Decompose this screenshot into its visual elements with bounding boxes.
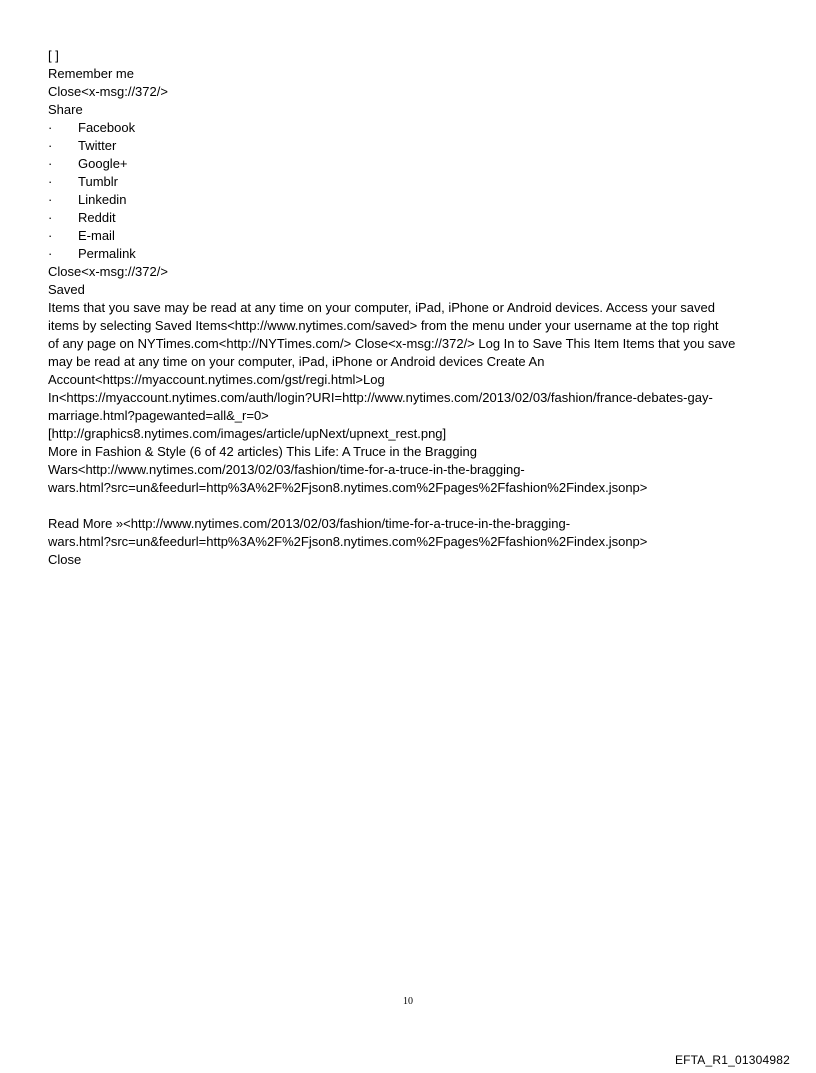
share-item-label: Tumblr	[78, 174, 118, 189]
bullet-icon: ·	[48, 120, 53, 135]
close-final-text: Close	[48, 552, 82, 567]
saved-paragraph	[48, 299, 774, 425]
close-link-text: Close<x-msg://372/>	[48, 264, 168, 279]
read-more-line: Read More »<http://www.nytimes.com/2013/02/03/fashion/time-for-a-truce-in-the-bragging-	[48, 516, 571, 531]
saved-paragraph-line: In<https://myaccount.nytimes.com/auth/login?URI=http://www.nytimes.com/2013/02/03/fashion/france-debates-gay-	[48, 390, 713, 405]
share-item-label: Reddit	[78, 210, 116, 225]
bullet-icon: ·	[48, 138, 53, 153]
read-more-line: wars.html?src=un&feedurl=http%3A%2F%2Fjson8.nytimes.com%2Fpages%2Ffashion%2Findex.jsonp>	[48, 534, 648, 549]
bullet-icon: ·	[48, 246, 53, 261]
saved-paragraph-line: marriage.html?pagewanted=all&_r=0>	[48, 408, 269, 423]
saved-paragraph-line: Items that you save may be read at any time on your computer, iPad, iPhone or Android devices. Access your saved	[48, 300, 715, 315]
share-item-twitter	[48, 137, 774, 155]
share-item-label: Permalink	[78, 246, 136, 261]
share-item-facebook	[48, 119, 774, 137]
share-item-reddit	[48, 209, 774, 227]
checkbox-bracket-text: [ ]	[48, 48, 59, 63]
close-link-text: Close<x-msg://372/>	[48, 84, 168, 99]
share-item-permalink	[48, 245, 774, 263]
read-more-section	[48, 515, 774, 551]
share-item-label: E-mail	[78, 228, 115, 243]
more-in-line: More in Fashion & Style (6 of 42 articles) This Life: A Truce in the Bragging	[48, 444, 477, 459]
remember-me-text: Remember me	[48, 66, 134, 81]
page-number: 10	[403, 996, 413, 1007]
saved-paragraph-line: Account<https://myaccount.nytimes.com/gst/regi.html>Log	[48, 372, 385, 387]
bullet-icon: ·	[48, 192, 53, 207]
more-in-section	[48, 443, 774, 497]
share-item-google-plus	[48, 155, 774, 173]
bullet-icon: ·	[48, 228, 53, 243]
share-item-tumblr	[48, 173, 774, 191]
document-id: EFTA_R1_01304982	[674, 1053, 790, 1067]
share-item-linkedin	[48, 191, 774, 209]
more-in-line: Wars<http://www.nytimes.com/2013/02/03/fashion/time-for-a-truce-in-the-bragging-	[48, 462, 525, 477]
bullet-icon: ·	[48, 174, 53, 189]
document-body	[48, 47, 774, 569]
more-in-line: wars.html?src=un&feedurl=http%3A%2F%2Fjson8.nytimes.com%2Fpages%2Ffashion%2Findex.jsonp>	[48, 480, 648, 495]
share-item-label: Linkedin	[78, 192, 127, 207]
share-list	[48, 119, 774, 263]
saved-heading: Saved	[48, 282, 85, 297]
blank-line	[48, 497, 774, 515]
share-item-email	[48, 227, 774, 245]
image-reference-text: [http://graphics8.nytimes.com/images/article/upNext/upnext_rest.png]	[48, 426, 447, 441]
share-heading: Share	[48, 102, 83, 117]
saved-paragraph-line: items by selecting Saved Items<http://www.nytimes.com/saved> from the menu under your username at the top right	[48, 318, 719, 333]
share-item-label: Facebook	[78, 120, 136, 135]
share-item-label: Google+	[78, 156, 128, 171]
saved-paragraph-line: of any page on NYTimes.com<http://NYTimes.com/> Close<x-msg://372/> Log In to Save This Item Items that you save	[48, 336, 736, 351]
bullet-icon: ·	[48, 156, 53, 171]
saved-paragraph-line: may be read at any time on your computer, iPad, iPhone or Android devices Create An	[48, 354, 545, 369]
share-item-label: Twitter	[78, 138, 117, 153]
bullet-icon: ·	[48, 210, 53, 225]
